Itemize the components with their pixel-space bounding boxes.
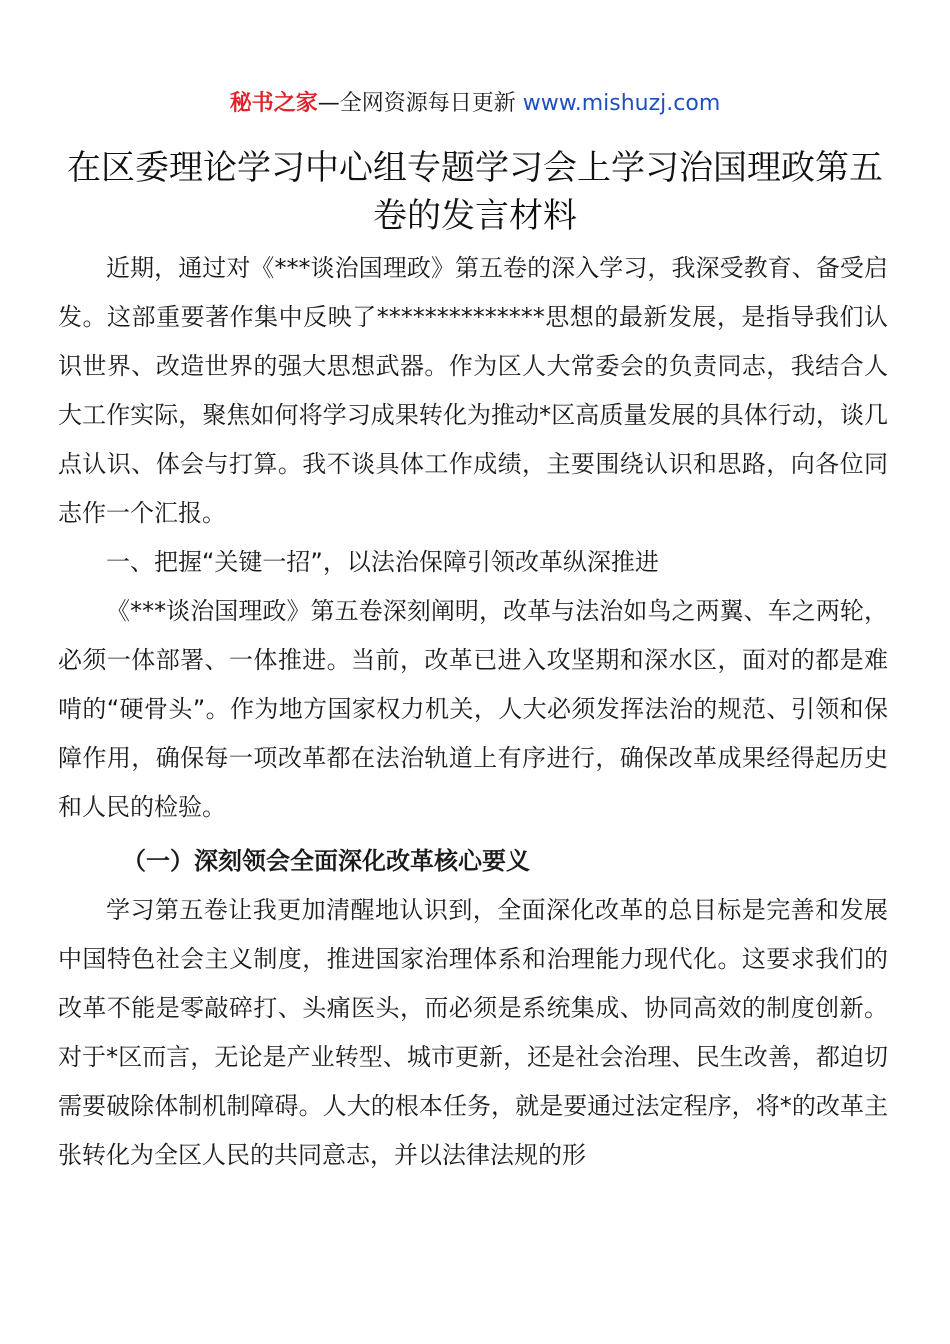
site-brand: 秘书之家 xyxy=(229,91,318,116)
subsection-heading-1: （一）深刻领会全面深化改革核心要义 xyxy=(122,847,530,875)
site-tagline: —全网资源每日更新 xyxy=(317,91,523,116)
section-heading-1: 一、把握“关键一招”，以法治保障引领改革纵深推进 xyxy=(106,548,659,576)
paragraph-subsection-1: 学习第五卷让我更加清醒地认识到，全面深化改革的总目标是完善和发展中国特色社会主义制度，推进国家治理体系和治理能力现代化。这要求我们的改革不能是零敲碎打、头痛医头，而必须是系统集成、协同高效的制度创新。对于*区而言，无论是产业转型、城市更新，还是社会治理、民生改善，都迫切需要破除体制机制障碍。人大的根本任务，就是要通过法定程序，将*的改革主张转化为全区人民的共同意志，并以法律法规的形 xyxy=(58,896,888,1169)
document-body xyxy=(58,244,888,1180)
site-url-link[interactable]: www.mishuzj.com xyxy=(522,91,721,116)
paragraph-intro: 近期，通过对《***谈治国理政》第五卷的深入学习，我深受教育、备受启发。这部重要著作集中反映了**************思想的最新发展，是指导我们认识世界、改造世界的强大思想武器。作为区人大常委会的负责同志，我结合人大工作实际，聚焦如何将学习成果转化为推动*区高质量发展的具体行动，谈几点认识、体会与打算。我不谈具体工作成绩，主要围绕认识和思路，向各位同志作一个汇报。 xyxy=(58,254,888,527)
document-title: 在区委理论学习中心组专题学习会上学习治国理政第五卷的发言材料 xyxy=(67,148,883,236)
paragraph-section-1: 《***谈治国理政》第五卷深刻阐明，改革与法治如鸟之两翼、车之两轮，必须一体部署、一体推进。当前，改革已进入攻坚期和深水区，面对的都是难啃的“硬骨头”。作为地方国家权力机关，人大必须发挥法治的规范、引领和保障作用，确保每一项改革都在法治轨道上有序进行，确保改革成果经得起历史和人民的检验。 xyxy=(58,597,888,821)
site-header xyxy=(0,88,950,120)
